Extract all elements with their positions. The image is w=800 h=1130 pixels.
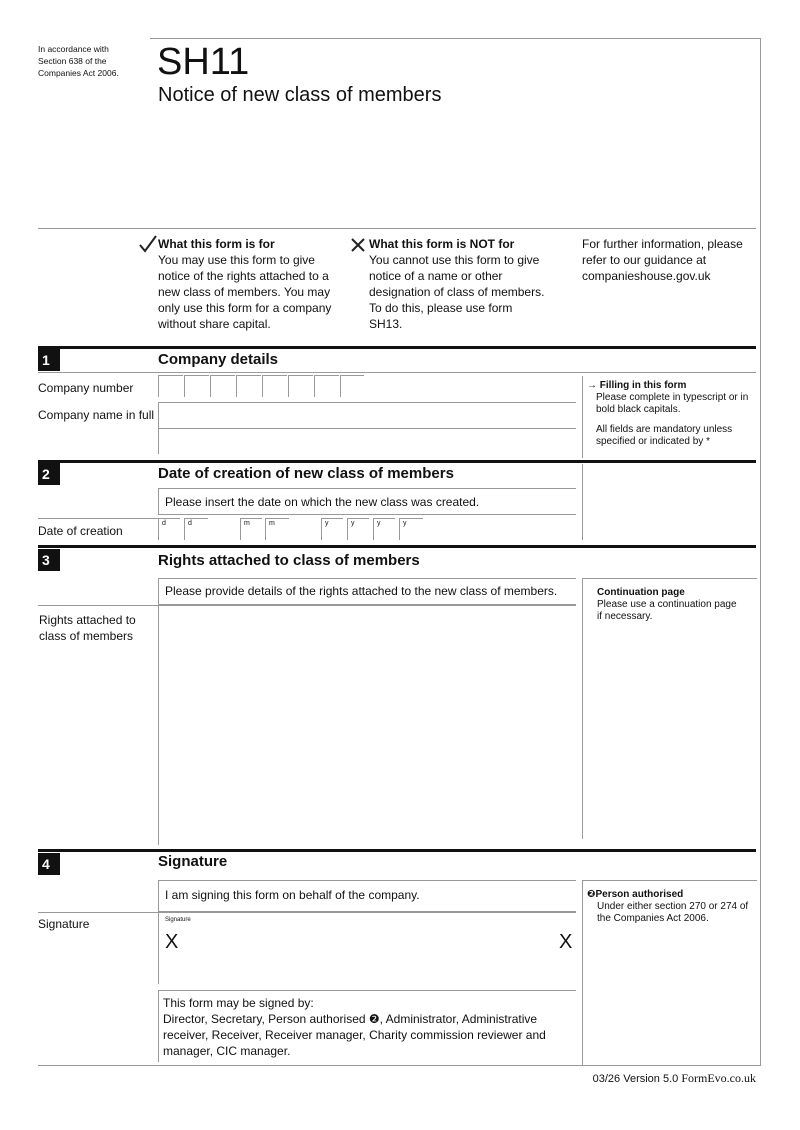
person-authorised-title: Person authorised (595, 889, 684, 900)
section3-title: Rights attached to class of members (158, 552, 420, 569)
section3-rule (38, 545, 756, 548)
date-cell-top (184, 518, 208, 519)
company-number-cell[interactable] (210, 375, 235, 397)
company-number-cell[interactable] (314, 375, 339, 397)
right-border (760, 38, 761, 1065)
date-cell-day[interactable]: d (158, 518, 180, 540)
top-border (150, 38, 761, 39)
signers-list (163, 1011, 576, 1059)
for-title: What this form is for (158, 237, 275, 251)
section1-title-rule (38, 372, 756, 373)
date-cell-year[interactable]: y (373, 518, 395, 540)
date-cell-year[interactable]: y (347, 518, 369, 540)
company-number-cell[interactable] (288, 375, 313, 397)
not-for-title: What this form is NOT for (369, 237, 515, 251)
section2-title: Date of creation of new class of members (158, 465, 454, 482)
company-number-cell[interactable] (262, 375, 287, 397)
company-number-label: Company number (38, 381, 134, 395)
signature-small-label: Signature (165, 917, 191, 923)
person-authorised-text: Under either section 270 or 274 of the Companies Act 2006. (597, 901, 749, 924)
company-name-label: Company name in full (38, 408, 155, 422)
date-cell-month[interactable]: m (265, 518, 287, 540)
section2-instruction: Please insert the date on which the new class was created. (165, 495, 480, 509)
date-cell-year[interactable]: y (399, 518, 421, 540)
filling-in-text1: Please complete in typescript or in bold black capitals. (596, 392, 749, 415)
for-text: You may use this form to give notice of the rights attached to a new class of members. You may only use this form for a company without share capital. (158, 253, 332, 331)
footer-version: 03/26 Version 5.0 (592, 1073, 679, 1085)
company-name-field-line2[interactable] (158, 428, 576, 454)
rights-textarea[interactable] (158, 605, 576, 845)
date-cell-month[interactable]: m (240, 518, 262, 540)
further-info: For further information, please refer to our guidance at companieshouse.gov.uk (582, 237, 743, 283)
section2-side-box (582, 464, 757, 540)
rights-label: Rights attached to class of members (39, 613, 136, 643)
for-section (158, 236, 348, 332)
signature-x-right: X (559, 931, 573, 953)
continuation-title: Continuation page (597, 587, 685, 598)
section4-rule (38, 849, 756, 852)
filling-in-box (582, 376, 757, 458)
signature-x-left: X (165, 931, 179, 953)
filling-in-title: Filling in this form (599, 380, 687, 391)
not-for-text: You cannot use this form to give notice of a name or other designation of class of members. To do this, please use form SH13. (369, 253, 545, 331)
bottom-border (38, 1065, 761, 1066)
section1-title: Company details (158, 351, 279, 368)
company-number-cell[interactable] (340, 375, 364, 397)
person-authorised-box (582, 880, 757, 1066)
not-for-section (369, 236, 549, 332)
section2-rule (38, 460, 756, 463)
cross-icon (350, 237, 366, 253)
rights-value (159, 608, 163, 622)
section3-number: 3 (38, 549, 60, 571)
continuation-text: Please use a continuation page if necessary. (597, 599, 737, 622)
date-cell-day[interactable]: d (184, 518, 206, 540)
checkmark-icon (138, 234, 158, 254)
section2-instruction-box (158, 488, 576, 515)
may-be-signed: This form may be signed by: (163, 996, 314, 1010)
company-name-value (159, 405, 163, 419)
arrow-right-icon: → (587, 380, 597, 391)
company-number-cell[interactable] (184, 375, 209, 397)
company-number-cell[interactable] (236, 375, 261, 397)
section3-left-rule (38, 605, 158, 606)
signers-after: , Administrator, Administrative receiver, Receiver, Receiver manager, Charity commission reviewer and manager, CIC manager. (163, 1012, 546, 1058)
date-cell-year[interactable]: y (321, 518, 343, 540)
company-name-value-line2 (159, 431, 163, 445)
note-marker-icon: ❷ (587, 889, 596, 900)
company-name-field[interactable] (158, 402, 576, 428)
date-of-creation-label: Date of creation (38, 524, 123, 538)
section3-instruction: Please provide details of the rights attached to the new class of members. (165, 584, 558, 598)
section1-rule (38, 346, 756, 349)
section1-number: 1 (38, 349, 60, 371)
signers-note-box (158, 990, 576, 1062)
company-number-cell[interactable] (158, 375, 183, 397)
filling-in-text2: All fields are mandatory unless specified or indicated by * (596, 424, 733, 447)
section4-title: Signature (158, 853, 228, 870)
section4-instruction-box (158, 880, 576, 912)
form-title: Notice of new class of members (158, 84, 442, 106)
section2-left-rule (38, 518, 158, 519)
signature-field[interactable] (158, 912, 576, 984)
continuation-box (582, 578, 757, 839)
section4-left-rule (38, 912, 158, 913)
signers-before: Director, Secretary, Person authorised (163, 1012, 366, 1026)
date-cell-top (265, 518, 289, 519)
accordance-note: In accordance with Section 638 of the Companies Act 2006. (38, 44, 119, 78)
footer-brand: FormEvo.co.uk (681, 1071, 756, 1085)
signature-label: Signature (38, 917, 90, 931)
section2-number: 2 (38, 463, 60, 485)
date-cell-top (399, 518, 423, 519)
note-marker: ❷ (368, 1012, 380, 1026)
footer (593, 1071, 756, 1086)
section3-instruction-box (158, 578, 576, 605)
section4-number: 4 (38, 853, 60, 875)
section4-instruction: I am signing this form on behalf of the company. (165, 888, 420, 902)
info-divider (38, 228, 756, 229)
form-code: SH11 (157, 41, 250, 83)
